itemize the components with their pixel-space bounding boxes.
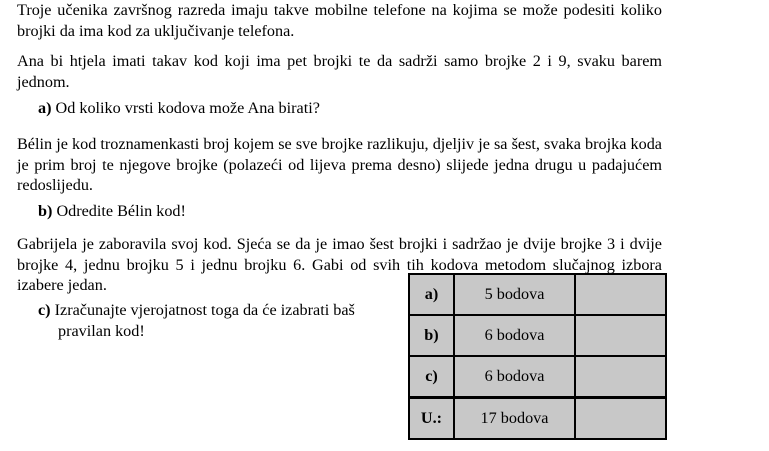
- question-a: [38, 98, 320, 119]
- score-blank-cell: [575, 356, 666, 398]
- score-blank-cell: [575, 398, 666, 440]
- score-blank-cell: [575, 274, 666, 315]
- score-row: [409, 315, 666, 356]
- score-row: [409, 356, 666, 398]
- score-row: [409, 274, 666, 315]
- score-label: a): [409, 274, 454, 315]
- question-c-line2: pravilan kod!: [58, 321, 145, 340]
- score-total-label: U.:: [409, 398, 454, 440]
- question-a-label: a): [38, 99, 52, 117]
- question-b-label: b): [38, 202, 53, 220]
- score-total-row: [409, 398, 666, 440]
- question-b: [38, 201, 186, 222]
- question-b-text: Odredite Bélin kod!: [56, 202, 186, 220]
- gabi-paragraph: Gabrijela je zaboravila svoj kod. Sjeća se da je imao šest brojki i sadržao je dvije brojke 3 i dvije brojke 4, jednu brojku 5 i jednu brojku 6. Gabi od svih tih kodova metodom slučajnog izbora izabere jedan.: [17, 235, 662, 294]
- score-label: b): [409, 315, 454, 356]
- question-c-line1: Izračunajte vjerojatnost toga da će izabrati baš: [54, 301, 355, 319]
- score-label: c): [409, 356, 454, 398]
- ana-paragraph: Ana bi htjela imati takav kod koji ima pet brojki te da sadrži samo brojke 2 i 9, svaku barem jednom.: [17, 52, 662, 91]
- score-table: [408, 273, 667, 440]
- question-c-label: c): [38, 301, 51, 319]
- score-points: 6 bodova: [454, 356, 575, 398]
- question-a-text: Od koliko vrsti kodova može Ana birati?: [55, 99, 320, 117]
- question-c: [38, 300, 398, 341]
- belin-paragraph: Bélin je kod troznamenkasti broj kojem se sve brojke razlikuju, djeljiv je sa šest, svaka brojka koda je prim broj te njegove brojke (polazeći od lijeva prema desno) slijede jedna drugu u padajućem redoslijedu.: [17, 135, 662, 194]
- score-points: 5 bodova: [454, 274, 575, 315]
- intro-paragraph: Troje učenika završnog razreda imaju takve mobilne telefone na kojima se može podesiti koliko brojki da ima kod za uključivanje telefona.: [17, 1, 662, 40]
- score-blank-cell: [575, 315, 666, 356]
- score-total-points: 17 bodova: [454, 398, 575, 440]
- score-points: 6 bodova: [454, 315, 575, 356]
